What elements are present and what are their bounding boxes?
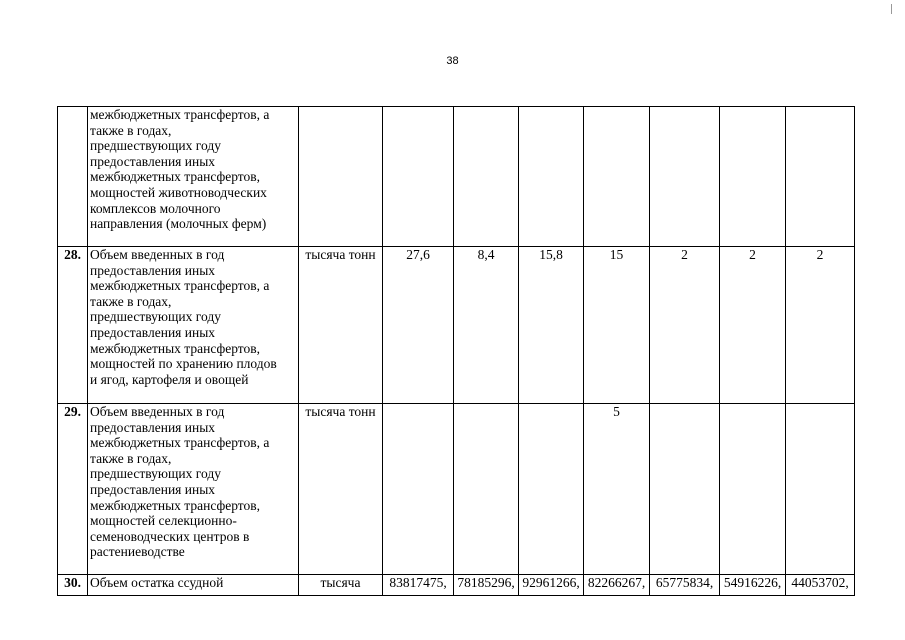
indicator-name-line: предшествующих году [90,138,221,154]
indicator-name-line: Объем введенных в год [90,247,225,262]
value-cell [650,107,720,247]
value-cell: 2 [720,247,786,404]
row-number: 28. [58,247,88,404]
indicator-name [88,404,299,575]
value-cell [454,404,519,575]
indicator-name-line: растениеводстве [90,544,185,560]
indicator-name [88,107,299,247]
indicator-name-line: и ягод, картофеля и овощей [90,371,249,387]
unit-of-measure: тысяча тонн [299,247,383,404]
value-cell: 92961266, [519,575,584,596]
value-cell [786,107,855,247]
indicator-name-line: межбюджетных трансфертов, [90,169,261,185]
indicator-name-line: семеноводческих центров в [90,528,250,544]
value-cell: 54916226, [720,575,786,596]
page-number: 38 [446,55,459,67]
value-cell [584,107,650,247]
scan-edge-mark [891,4,892,14]
value-cell: 78185296, [454,575,519,596]
value-cell: 44053702, [786,575,855,596]
indicator-name-line: также в годах, [90,122,172,138]
value-cell [383,404,454,575]
value-cell [519,404,584,575]
indicator-name-line: мощностей животноводческих [90,184,267,200]
value-cell [786,404,855,575]
value-cell: 8,4 [454,247,519,404]
indicator-name-line: межбюджетных трансфертов, [90,497,261,513]
indicator-name-line: межбюджетных трансфертов, а [90,278,270,294]
value-cell: 15,8 [519,247,584,404]
value-cell: 5 [584,404,650,575]
indicator-name [88,247,299,404]
unit-of-measure [299,107,383,247]
indicator-name-line: комплексов молочного [90,200,221,216]
row-number [58,107,88,247]
indicator-name [88,575,299,596]
value-cell: 2 [650,247,720,404]
indicator-name-line: предшествующих году [90,309,221,325]
value-cell: 65775834, [650,575,720,596]
value-cell [454,107,519,247]
value-cell: 83817475, [383,575,454,596]
indicator-name-line: предоставления иных [90,262,216,278]
indicator-name-line: предоставления иных [90,419,216,435]
unit-of-measure: тысяча тонн [299,404,383,575]
value-cell: 27,6 [383,247,454,404]
value-cell [383,107,454,247]
row-number: 30. [58,575,88,596]
indicator-name-line: межбюджетных трансфертов, [90,340,261,356]
indicator-name-line: Объем введенных в год [90,404,225,419]
table-row [58,575,855,596]
indicator-name-line: мощностей по хранению плодов [90,356,277,372]
indicator-name-line: предоставления иных [90,481,216,497]
value-cell: 82266267, [584,575,650,596]
value-cell [519,107,584,247]
value-cell: 15 [584,247,650,404]
indicator-name-line: также в годах, [90,293,172,309]
value-cell: 2 [786,247,855,404]
indicator-name-line: межбюджетных трансфертов, а [90,107,270,122]
table-row [58,107,855,247]
value-cell [650,404,720,575]
indicator-name-line: также в годах, [90,450,172,466]
indicator-name-line: предоставления иных [90,324,216,340]
value-cell [720,404,786,575]
indicator-name-line: мощностей селекционно- [90,513,237,529]
table-row [58,404,855,575]
indicator-name-line: направления (молочных ферм) [90,216,267,232]
unit-of-measure: тысяча [299,575,383,596]
indicator-name-line: предоставления иных [90,153,216,169]
row-number: 29. [58,404,88,575]
table-row [58,247,855,404]
value-cell [720,107,786,247]
indicator-name-line: Объем остатка ссудной [90,575,224,590]
indicators-table [57,106,855,596]
indicator-name-line: межбюджетных трансфертов, а [90,435,270,451]
indicator-name-line: предшествующих году [90,466,221,482]
